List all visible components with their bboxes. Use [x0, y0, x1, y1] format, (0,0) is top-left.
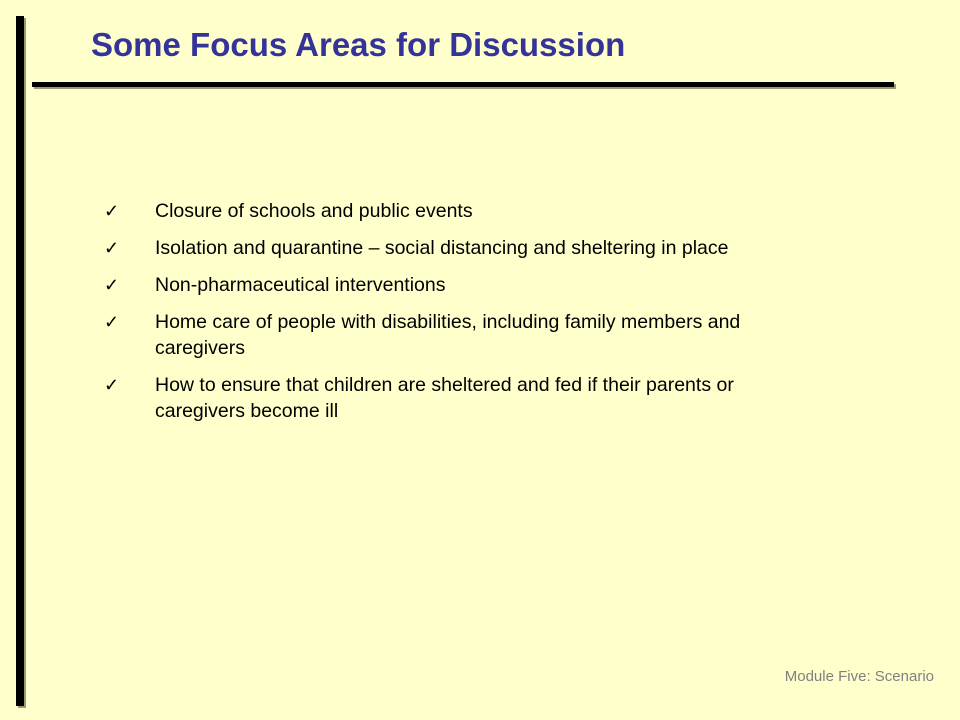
bullet-item — [104, 235, 804, 261]
bullet-item — [104, 272, 804, 298]
check-icon: ✓ — [104, 201, 120, 221]
slide-footer: Module Five: Scenario — [784, 668, 934, 685]
bullet-list — [104, 198, 804, 435]
left-vertical-bar — [16, 16, 24, 706]
bullet-text: How to ensure that children are sheltered and fed if their parents or caregivers become ill — [155, 374, 734, 422]
bullet-item — [104, 372, 804, 424]
bullet-item — [104, 198, 804, 224]
check-icon: ✓ — [104, 312, 120, 332]
check-icon: ✓ — [104, 238, 120, 258]
bullet-item — [104, 309, 804, 361]
title-underline-rule — [32, 82, 894, 87]
bullet-text: Non-pharmaceutical interventions — [155, 274, 446, 296]
slide-title: Some Focus Areas for Discussion — [91, 26, 626, 63]
bullet-text: Isolation and quarantine – social distancing and sheltering in place — [155, 237, 729, 259]
bullet-text: Home care of people with disabilities, including family members and caregivers — [155, 311, 741, 359]
check-icon: ✓ — [104, 375, 120, 395]
check-icon: ✓ — [104, 275, 120, 295]
bullet-text: Closure of schools and public events — [155, 200, 473, 222]
